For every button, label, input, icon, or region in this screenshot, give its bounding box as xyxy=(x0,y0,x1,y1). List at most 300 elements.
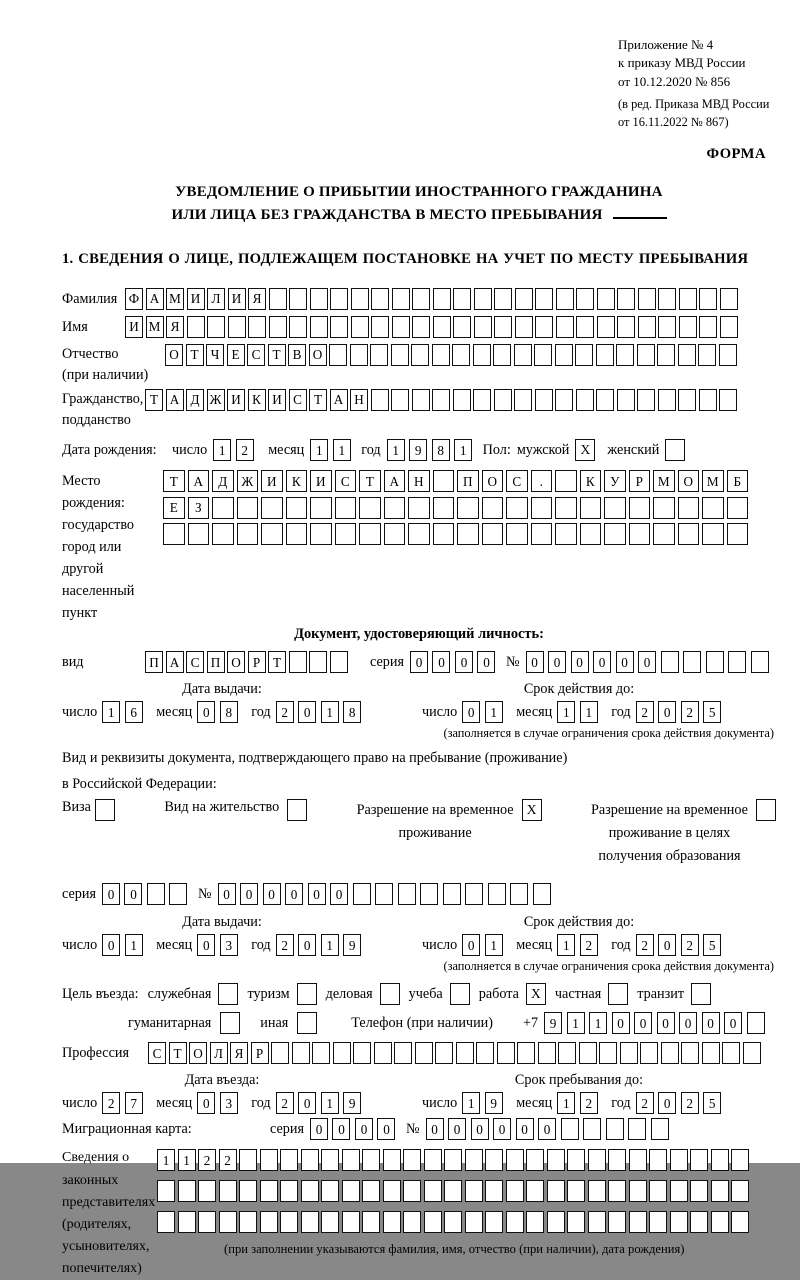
char-cell[interactable] xyxy=(751,651,769,673)
char-cell[interactable]: З xyxy=(188,497,210,519)
char-cell[interactable] xyxy=(637,344,655,366)
char-cell[interactable]: Я xyxy=(248,288,266,310)
char-cell[interactable] xyxy=(403,1180,421,1202)
char-cell[interactable] xyxy=(371,316,389,338)
char-cell[interactable] xyxy=(474,288,492,310)
char-cell[interactable]: Д xyxy=(186,389,204,411)
char-cell[interactable] xyxy=(637,389,655,411)
char-cell[interactable]: А xyxy=(166,651,184,673)
char-cell[interactable] xyxy=(657,344,675,366)
char-cell[interactable] xyxy=(212,523,234,545)
char-cell[interactable]: 0 xyxy=(526,651,544,673)
char-cell[interactable] xyxy=(391,344,409,366)
char-cell[interactable]: М xyxy=(702,470,724,492)
char-cell[interactable]: 9 xyxy=(343,1092,361,1114)
char-cell[interactable] xyxy=(727,497,749,519)
char-cell[interactable] xyxy=(526,1149,544,1171)
char-cell[interactable] xyxy=(720,288,738,310)
char-cell[interactable] xyxy=(494,288,512,310)
char-cell[interactable] xyxy=(567,1211,585,1233)
char-cell[interactable] xyxy=(555,497,577,519)
char-cell[interactable] xyxy=(310,523,332,545)
char-cell[interactable] xyxy=(514,389,532,411)
char-cell[interactable] xyxy=(558,1042,576,1064)
char-cell[interactable]: 8 xyxy=(343,701,361,723)
char-cell[interactable] xyxy=(670,1180,688,1202)
char-cell[interactable]: 5 xyxy=(703,1092,721,1114)
char-cell[interactable] xyxy=(383,1149,401,1171)
char-cell[interactable]: 9 xyxy=(485,1092,503,1114)
char-cell[interactable] xyxy=(679,288,697,310)
char-cell[interactable] xyxy=(606,1118,624,1140)
char-cell[interactable] xyxy=(588,1180,606,1202)
char-cell[interactable]: 0 xyxy=(516,1118,534,1140)
char-cell[interactable]: Л xyxy=(210,1042,228,1064)
char-cell[interactable] xyxy=(261,497,283,519)
char-cell[interactable] xyxy=(457,497,479,519)
char-cell[interactable] xyxy=(412,288,430,310)
char-cell[interactable] xyxy=(731,1149,749,1171)
char-cell[interactable] xyxy=(620,1042,638,1064)
char-cell[interactable] xyxy=(375,883,393,905)
char-cell[interactable]: 0 xyxy=(102,883,120,905)
char-cell[interactable]: С xyxy=(289,389,307,411)
char-cell[interactable]: О xyxy=(482,470,504,492)
char-cell[interactable]: 0 xyxy=(355,1118,373,1140)
char-cell[interactable] xyxy=(727,523,749,545)
purpose-study-checkbox[interactable] xyxy=(450,983,470,1005)
char-cell[interactable] xyxy=(690,1211,708,1233)
char-cell[interactable] xyxy=(719,344,737,366)
char-cell[interactable] xyxy=(301,1180,319,1202)
char-cell[interactable] xyxy=(485,1180,503,1202)
char-cell[interactable] xyxy=(661,1042,679,1064)
char-cell[interactable] xyxy=(690,1180,708,1202)
char-cell[interactable] xyxy=(535,316,553,338)
char-cell[interactable] xyxy=(408,523,430,545)
char-cell[interactable]: 2 xyxy=(219,1149,237,1171)
char-cell[interactable] xyxy=(580,523,602,545)
char-cell[interactable]: 1 xyxy=(557,934,575,956)
char-cell[interactable] xyxy=(531,497,553,519)
char-cell[interactable] xyxy=(678,497,700,519)
char-cell[interactable] xyxy=(485,1211,503,1233)
char-cell[interactable] xyxy=(163,523,185,545)
char-cell[interactable] xyxy=(547,1211,565,1233)
char-cell[interactable] xyxy=(702,523,724,545)
char-cell[interactable] xyxy=(444,1211,462,1233)
char-cell[interactable]: 5 xyxy=(703,701,721,723)
char-cell[interactable] xyxy=(535,389,553,411)
char-cell[interactable]: 1 xyxy=(213,439,231,461)
char-cell[interactable]: О xyxy=(309,344,327,366)
char-cell[interactable]: 0 xyxy=(455,651,473,673)
char-cell[interactable] xyxy=(494,389,512,411)
char-cell[interactable]: 0 xyxy=(263,883,281,905)
char-cell[interactable] xyxy=(453,389,471,411)
char-cell[interactable] xyxy=(432,344,450,366)
char-cell[interactable] xyxy=(711,1211,729,1233)
char-cell[interactable] xyxy=(444,1149,462,1171)
char-cell[interactable]: 0 xyxy=(448,1118,466,1140)
char-cell[interactable] xyxy=(228,316,246,338)
char-cell[interactable]: 8 xyxy=(432,439,450,461)
char-cell[interactable] xyxy=(321,1180,339,1202)
char-cell[interactable] xyxy=(494,316,512,338)
char-cell[interactable]: 1 xyxy=(454,439,472,461)
char-cell[interactable]: 1 xyxy=(387,439,405,461)
char-cell[interactable] xyxy=(702,497,724,519)
char-cell[interactable]: Р xyxy=(251,1042,269,1064)
char-cell[interactable]: 9 xyxy=(343,934,361,956)
char-cell[interactable] xyxy=(678,523,700,545)
char-cell[interactable] xyxy=(661,651,679,673)
char-cell[interactable] xyxy=(608,1180,626,1202)
char-cell[interactable] xyxy=(599,1042,617,1064)
char-cell[interactable] xyxy=(392,316,410,338)
char-cell[interactable] xyxy=(432,389,450,411)
char-cell[interactable] xyxy=(722,1042,740,1064)
char-cell[interactable]: С xyxy=(247,344,265,366)
char-cell[interactable] xyxy=(310,497,332,519)
char-cell[interactable]: 0 xyxy=(548,651,566,673)
char-cell[interactable] xyxy=(465,1180,483,1202)
char-cell[interactable]: 0 xyxy=(377,1118,395,1140)
char-cell[interactable] xyxy=(169,883,187,905)
char-cell[interactable] xyxy=(374,1042,392,1064)
char-cell[interactable] xyxy=(433,523,455,545)
char-cell[interactable]: У xyxy=(604,470,626,492)
char-cell[interactable] xyxy=(547,1180,565,1202)
char-cell[interactable]: 2 xyxy=(236,439,254,461)
char-cell[interactable] xyxy=(497,1042,515,1064)
char-cell[interactable] xyxy=(280,1149,298,1171)
char-cell[interactable] xyxy=(239,1180,257,1202)
char-cell[interactable] xyxy=(534,344,552,366)
char-cell[interactable]: 0 xyxy=(679,1012,697,1034)
char-cell[interactable]: Н xyxy=(408,470,430,492)
char-cell[interactable] xyxy=(371,288,389,310)
char-cell[interactable]: 0 xyxy=(702,1012,720,1034)
char-cell[interactable]: 0 xyxy=(658,701,676,723)
char-cell[interactable] xyxy=(178,1211,196,1233)
char-cell[interactable] xyxy=(353,1042,371,1064)
char-cell[interactable] xyxy=(424,1149,442,1171)
char-cell[interactable] xyxy=(359,497,381,519)
char-cell[interactable] xyxy=(333,1042,351,1064)
char-cell[interactable] xyxy=(260,1180,278,1202)
char-cell[interactable]: О xyxy=(165,344,183,366)
char-cell[interactable] xyxy=(237,523,259,545)
char-cell[interactable] xyxy=(597,316,615,338)
char-cell[interactable] xyxy=(289,651,307,673)
char-cell[interactable] xyxy=(391,389,409,411)
char-cell[interactable]: П xyxy=(207,651,225,673)
char-cell[interactable] xyxy=(515,288,533,310)
char-cell[interactable] xyxy=(526,1180,544,1202)
char-cell[interactable] xyxy=(488,883,506,905)
char-cell[interactable] xyxy=(260,1211,278,1233)
char-cell[interactable]: 0 xyxy=(102,934,120,956)
char-cell[interactable] xyxy=(629,497,651,519)
char-cell[interactable]: 0 xyxy=(538,1118,556,1140)
char-cell[interactable]: 0 xyxy=(658,1092,676,1114)
char-cell[interactable]: 1 xyxy=(557,1092,575,1114)
char-cell[interactable]: 0 xyxy=(477,651,495,673)
char-cell[interactable] xyxy=(649,1211,667,1233)
char-cell[interactable] xyxy=(403,1149,421,1171)
char-cell[interactable]: С xyxy=(148,1042,166,1064)
char-cell[interactable] xyxy=(412,316,430,338)
char-cell[interactable]: 0 xyxy=(308,883,326,905)
char-cell[interactable] xyxy=(678,389,696,411)
char-cell[interactable] xyxy=(638,316,656,338)
char-cell[interactable]: 0 xyxy=(410,651,428,673)
char-cell[interactable] xyxy=(310,316,328,338)
char-cell[interactable] xyxy=(474,316,492,338)
char-cell[interactable] xyxy=(743,1042,761,1064)
char-cell[interactable]: 0 xyxy=(218,883,236,905)
char-cell[interactable]: 0 xyxy=(124,883,142,905)
char-cell[interactable] xyxy=(473,389,491,411)
char-cell[interactable] xyxy=(698,344,716,366)
char-cell[interactable] xyxy=(321,1211,339,1233)
char-cell[interactable]: Н xyxy=(350,389,368,411)
char-cell[interactable] xyxy=(321,1149,339,1171)
char-cell[interactable] xyxy=(515,316,533,338)
char-cell[interactable]: 0 xyxy=(724,1012,742,1034)
char-cell[interactable]: М xyxy=(653,470,675,492)
char-cell[interactable] xyxy=(555,344,573,366)
char-cell[interactable]: 1 xyxy=(589,1012,607,1034)
char-cell[interactable] xyxy=(383,1211,401,1233)
char-cell[interactable] xyxy=(670,1149,688,1171)
char-cell[interactable]: 3 xyxy=(220,934,238,956)
char-cell[interactable] xyxy=(517,1042,535,1064)
char-cell[interactable] xyxy=(720,316,738,338)
char-cell[interactable] xyxy=(506,1180,524,1202)
char-cell[interactable] xyxy=(555,470,577,492)
char-cell[interactable] xyxy=(596,389,614,411)
char-cell[interactable] xyxy=(384,497,406,519)
char-cell[interactable] xyxy=(681,1042,699,1064)
char-cell[interactable] xyxy=(412,389,430,411)
char-cell[interactable]: 1 xyxy=(310,439,328,461)
char-cell[interactable] xyxy=(588,1149,606,1171)
temporary-residence-checkbox[interactable]: X xyxy=(522,799,542,821)
char-cell[interactable] xyxy=(219,1180,237,1202)
char-cell[interactable] xyxy=(157,1180,175,1202)
char-cell[interactable] xyxy=(465,883,483,905)
char-cell[interactable] xyxy=(420,883,438,905)
char-cell[interactable] xyxy=(556,288,574,310)
char-cell[interactable] xyxy=(198,1180,216,1202)
char-cell[interactable]: 2 xyxy=(681,934,699,956)
char-cell[interactable] xyxy=(629,523,651,545)
char-cell[interactable]: Т xyxy=(163,470,185,492)
char-cell[interactable] xyxy=(457,523,479,545)
char-cell[interactable]: 2 xyxy=(580,1092,598,1114)
char-cell[interactable]: Т xyxy=(169,1042,187,1064)
char-cell[interactable]: 0 xyxy=(332,1118,350,1140)
char-cell[interactable] xyxy=(433,316,451,338)
char-cell[interactable] xyxy=(392,288,410,310)
char-cell[interactable]: И xyxy=(310,470,332,492)
char-cell[interactable]: 0 xyxy=(571,651,589,673)
char-cell[interactable] xyxy=(702,1042,720,1064)
char-cell[interactable] xyxy=(452,344,470,366)
char-cell[interactable] xyxy=(301,1149,319,1171)
purpose-transit-checkbox[interactable] xyxy=(691,983,711,1005)
char-cell[interactable] xyxy=(330,651,348,673)
char-cell[interactable]: С xyxy=(506,470,528,492)
char-cell[interactable] xyxy=(514,344,532,366)
char-cell[interactable] xyxy=(239,1211,257,1233)
char-cell[interactable]: И xyxy=(187,288,205,310)
char-cell[interactable] xyxy=(628,1118,646,1140)
char-cell[interactable] xyxy=(301,1211,319,1233)
char-cell[interactable]: 0 xyxy=(493,1118,511,1140)
char-cell[interactable] xyxy=(465,1211,483,1233)
char-cell[interactable] xyxy=(731,1211,749,1233)
char-cell[interactable]: В xyxy=(288,344,306,366)
char-cell[interactable] xyxy=(699,389,717,411)
char-cell[interactable]: 1 xyxy=(157,1149,175,1171)
char-cell[interactable] xyxy=(248,316,266,338)
char-cell[interactable]: 1 xyxy=(485,701,503,723)
char-cell[interactable] xyxy=(608,1211,626,1233)
char-cell[interactable]: 0 xyxy=(298,1092,316,1114)
char-cell[interactable] xyxy=(547,1149,565,1171)
char-cell[interactable] xyxy=(476,1042,494,1064)
char-cell[interactable]: П xyxy=(457,470,479,492)
char-cell[interactable] xyxy=(731,1180,749,1202)
char-cell[interactable] xyxy=(350,344,368,366)
char-cell[interactable] xyxy=(370,344,388,366)
char-cell[interactable] xyxy=(555,523,577,545)
char-cell[interactable] xyxy=(649,1180,667,1202)
char-cell[interactable]: 0 xyxy=(197,701,215,723)
sex-male-checkbox[interactable]: X xyxy=(575,439,595,461)
char-cell[interactable]: 0 xyxy=(426,1118,444,1140)
char-cell[interactable] xyxy=(289,288,307,310)
char-cell[interactable] xyxy=(679,316,697,338)
char-cell[interactable] xyxy=(576,389,594,411)
sex-female-checkbox[interactable] xyxy=(665,439,685,461)
char-cell[interactable] xyxy=(433,288,451,310)
char-cell[interactable] xyxy=(604,523,626,545)
char-cell[interactable] xyxy=(629,1149,647,1171)
char-cell[interactable] xyxy=(342,1149,360,1171)
char-cell[interactable] xyxy=(653,523,675,545)
purpose-tourism-checkbox[interactable] xyxy=(297,983,317,1005)
char-cell[interactable] xyxy=(533,883,551,905)
char-cell[interactable] xyxy=(556,316,574,338)
char-cell[interactable] xyxy=(362,1180,380,1202)
char-cell[interactable]: 2 xyxy=(636,1092,654,1114)
char-cell[interactable] xyxy=(398,883,416,905)
char-cell[interactable]: Д xyxy=(212,470,234,492)
char-cell[interactable] xyxy=(292,1042,310,1064)
char-cell[interactable]: 1 xyxy=(567,1012,585,1034)
char-cell[interactable]: 0 xyxy=(471,1118,489,1140)
char-cell[interactable] xyxy=(219,1211,237,1233)
char-cell[interactable] xyxy=(433,470,455,492)
char-cell[interactable]: 6 xyxy=(125,701,143,723)
char-cell[interactable] xyxy=(260,1149,278,1171)
char-cell[interactable] xyxy=(583,1118,601,1140)
char-cell[interactable] xyxy=(493,344,511,366)
char-cell[interactable] xyxy=(538,1042,556,1064)
char-cell[interactable]: 1 xyxy=(321,934,339,956)
char-cell[interactable]: 0 xyxy=(462,934,480,956)
char-cell[interactable] xyxy=(506,497,528,519)
char-cell[interactable]: 1 xyxy=(178,1149,196,1171)
visa-checkbox[interactable] xyxy=(95,799,115,821)
char-cell[interactable] xyxy=(271,1042,289,1064)
char-cell[interactable]: 1 xyxy=(125,934,143,956)
char-cell[interactable]: Т xyxy=(359,470,381,492)
char-cell[interactable]: 1 xyxy=(462,1092,480,1114)
char-cell[interactable] xyxy=(403,1211,421,1233)
char-cell[interactable] xyxy=(485,1149,503,1171)
char-cell[interactable]: 0 xyxy=(298,701,316,723)
char-cell[interactable] xyxy=(608,1149,626,1171)
char-cell[interactable]: И xyxy=(125,316,143,338)
char-cell[interactable] xyxy=(506,1149,524,1171)
char-cell[interactable]: Р xyxy=(629,470,651,492)
char-cell[interactable] xyxy=(330,316,348,338)
char-cell[interactable]: 0 xyxy=(197,1092,215,1114)
char-cell[interactable]: 1 xyxy=(557,701,575,723)
char-cell[interactable] xyxy=(616,344,634,366)
char-cell[interactable]: 2 xyxy=(681,701,699,723)
char-cell[interactable]: М xyxy=(166,288,184,310)
char-cell[interactable] xyxy=(604,497,626,519)
char-cell[interactable]: 8 xyxy=(220,701,238,723)
char-cell[interactable] xyxy=(719,389,737,411)
char-cell[interactable]: К xyxy=(580,470,602,492)
char-cell[interactable] xyxy=(617,316,635,338)
char-cell[interactable] xyxy=(394,1042,412,1064)
char-cell[interactable] xyxy=(465,1149,483,1171)
char-cell[interactable] xyxy=(408,497,430,519)
char-cell[interactable] xyxy=(353,883,371,905)
char-cell[interactable] xyxy=(443,883,461,905)
char-cell[interactable]: 2 xyxy=(636,701,654,723)
char-cell[interactable] xyxy=(286,523,308,545)
char-cell[interactable] xyxy=(280,1211,298,1233)
char-cell[interactable] xyxy=(335,523,357,545)
char-cell[interactable]: . xyxy=(531,470,553,492)
char-cell[interactable] xyxy=(482,523,504,545)
char-cell[interactable] xyxy=(690,1149,708,1171)
residence-permit-card-checkbox[interactable] xyxy=(287,799,307,821)
char-cell[interactable] xyxy=(280,1180,298,1202)
char-cell[interactable]: 2 xyxy=(681,1092,699,1114)
char-cell[interactable] xyxy=(424,1180,442,1202)
char-cell[interactable] xyxy=(359,523,381,545)
char-cell[interactable]: 9 xyxy=(409,439,427,461)
char-cell[interactable] xyxy=(330,288,348,310)
char-cell[interactable] xyxy=(384,523,406,545)
char-cell[interactable]: А xyxy=(188,470,210,492)
char-cell[interactable]: 9 xyxy=(544,1012,562,1034)
char-cell[interactable] xyxy=(473,344,491,366)
char-cell[interactable]: 2 xyxy=(102,1092,120,1114)
char-cell[interactable]: И xyxy=(268,389,286,411)
char-cell[interactable]: 0 xyxy=(616,651,634,673)
